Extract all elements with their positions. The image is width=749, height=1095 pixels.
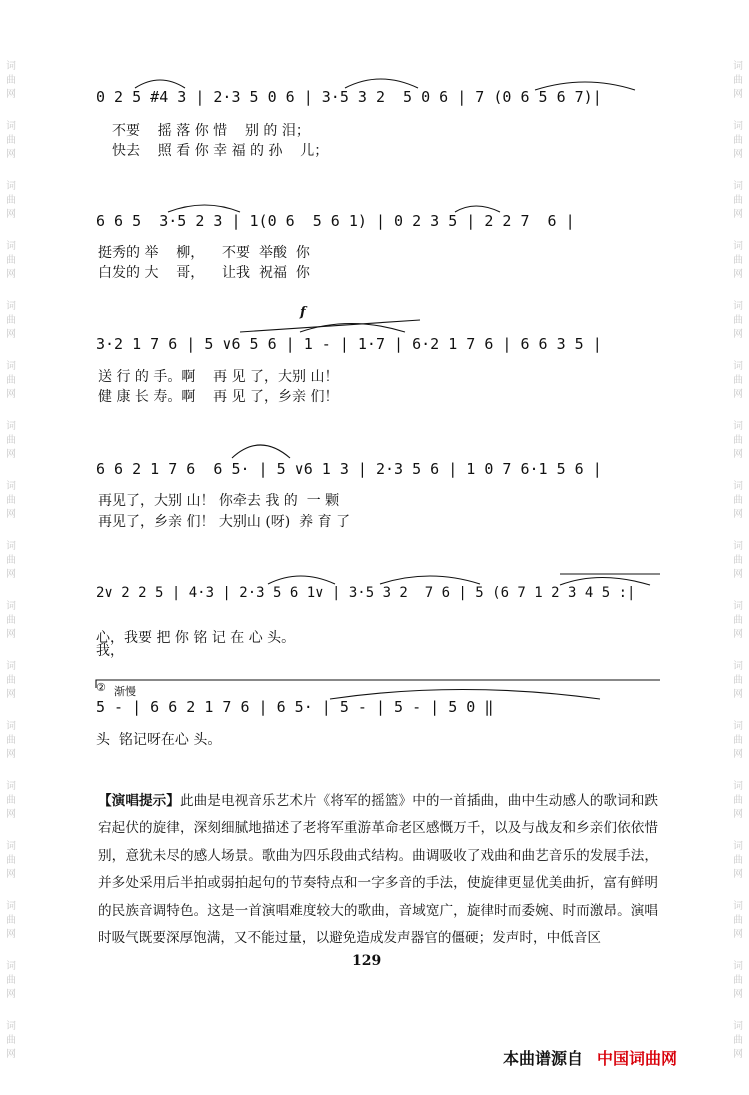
watermark-char: 网 xyxy=(6,929,16,940)
watermark-char: 词 xyxy=(733,1021,743,1032)
watermark-char: 网 xyxy=(733,389,743,400)
watermark-mark xyxy=(0,780,22,822)
watermark-mark xyxy=(727,600,749,642)
watermark-char: 曲 xyxy=(6,615,16,626)
watermark-char: 网 xyxy=(6,389,16,400)
watermark-mark xyxy=(727,960,749,1002)
watermark-char: 网 xyxy=(6,89,16,100)
watermark-char: 网 xyxy=(6,989,16,1000)
watermark-char: 网 xyxy=(733,809,743,820)
watermark-char: 词 xyxy=(733,781,743,792)
watermark-char: 网 xyxy=(6,749,16,760)
watermark-char: 曲 xyxy=(733,195,743,206)
footer-source-label: 本曲谱源自 xyxy=(503,1049,584,1068)
watermark-mark xyxy=(727,1020,749,1062)
watermark-char: 网 xyxy=(6,869,16,880)
lyrics-verse-1: 不要 摇 落 你 惜 别 的 泪； xyxy=(112,123,310,139)
watermark-char: 网 xyxy=(733,989,743,1000)
watermark-char: 网 xyxy=(6,689,16,700)
watermark-char: 网 xyxy=(733,629,743,640)
watermark-char: 曲 xyxy=(733,675,743,686)
watermark-mark xyxy=(727,120,749,162)
watermark-mark xyxy=(0,240,22,282)
watermark-char: 词 xyxy=(733,421,743,432)
watermark-char: 词 xyxy=(6,1021,16,1032)
watermark-mark xyxy=(0,120,22,162)
watermark-mark xyxy=(0,960,22,1002)
watermark-mark xyxy=(727,900,749,942)
watermark-mark xyxy=(0,660,22,702)
watermark-char: 词 xyxy=(6,301,16,312)
watermark-char: 曲 xyxy=(733,315,743,326)
lyrics-verse-1: 挺秀的 举 柳， 不要 举酸 你 xyxy=(98,245,310,261)
watermark-mark xyxy=(0,480,22,522)
watermark-char: 网 xyxy=(6,209,16,220)
watermark-char: 词 xyxy=(6,121,16,132)
page-number: 129 xyxy=(352,953,382,969)
notes-line: 6 6 2 1 7 6 6 5· | 5 ∨6 1 3 | 2·3 5 6 | 1 0 7 6·1 5 6 | xyxy=(96,460,602,478)
lyrics-verse-1: 送 行 的 手。啊 再 见 了，大别 山！ xyxy=(98,369,339,385)
watermark-char: 曲 xyxy=(6,375,16,386)
tips-label: 【演唱提示】 xyxy=(98,793,180,809)
watermark-char: 网 xyxy=(6,629,16,640)
watermark-char: 词 xyxy=(733,721,743,732)
watermark-mark xyxy=(727,360,749,402)
watermark-char: 曲 xyxy=(733,915,743,926)
watermark-char: 曲 xyxy=(733,855,743,866)
watermark-char: 词 xyxy=(6,721,16,732)
watermark-mark xyxy=(727,480,749,522)
watermark-char: 词 xyxy=(6,61,16,72)
notes-line: 0 2 5 #4 3 | 2·3 5 0 6 | 3·5 3 2 5 0 6 | 7 (0 6 5 6 7)| xyxy=(96,88,602,106)
watermark-char: 网 xyxy=(6,329,16,340)
watermark-char: 词 xyxy=(6,661,16,672)
watermark-char: 曲 xyxy=(6,735,16,746)
watermark-char: 词 xyxy=(6,961,16,972)
watermark-char: 曲 xyxy=(733,555,743,566)
watermark-char: 曲 xyxy=(6,555,16,566)
watermark-char: 曲 xyxy=(733,735,743,746)
watermark-char: 曲 xyxy=(733,495,743,506)
watermark-char: 曲 xyxy=(733,615,743,626)
watermark-mark xyxy=(0,300,22,342)
watermark-mark xyxy=(0,600,22,642)
watermark-char: 曲 xyxy=(733,255,743,266)
watermark-char: 词 xyxy=(6,601,16,612)
watermark-char: 曲 xyxy=(6,195,16,206)
watermark-char: 词 xyxy=(733,481,743,492)
watermark-char: 词 xyxy=(6,841,16,852)
watermark-char: 网 xyxy=(733,269,743,280)
lyrics-verse-1: 心，我要 把 你 铭 记 在 心 头。 xyxy=(96,630,296,646)
watermark-mark xyxy=(727,300,749,342)
watermark-char: 网 xyxy=(733,689,743,700)
watermark-char: 词 xyxy=(6,541,16,552)
watermark-char: 词 xyxy=(6,901,16,912)
watermark-char: 网 xyxy=(6,509,16,520)
watermark-char: 曲 xyxy=(6,315,16,326)
watermark-char: 词 xyxy=(733,901,743,912)
watermark-mark xyxy=(0,540,22,582)
watermark-char: 词 xyxy=(733,361,743,372)
watermark-char: 网 xyxy=(6,1049,16,1060)
watermark-char: 网 xyxy=(733,89,743,100)
watermark-char: 曲 xyxy=(6,435,16,446)
watermark-char: 词 xyxy=(733,61,743,72)
watermark-char: 网 xyxy=(733,509,743,520)
watermark-right xyxy=(727,0,749,1095)
watermark-mark xyxy=(727,540,749,582)
watermark-char: 词 xyxy=(733,961,743,972)
watermark-mark xyxy=(727,60,749,102)
watermark-char: 曲 xyxy=(6,255,16,266)
watermark-mark xyxy=(727,780,749,822)
watermark-char: 曲 xyxy=(733,975,743,986)
watermark-char: 网 xyxy=(6,569,16,580)
watermark-left xyxy=(0,0,22,1095)
watermark-char: 网 xyxy=(733,149,743,160)
watermark-char: 曲 xyxy=(6,495,16,506)
watermark-char: 词 xyxy=(733,121,743,132)
notes-line: 3·2 1 7 6 | 5 ∨6 5 6 | 1 - | 1·7 | 6·2 1 7 6 | 6 6 3 5 | xyxy=(96,335,602,353)
watermark-mark xyxy=(727,660,749,702)
watermark-mark xyxy=(0,60,22,102)
watermark-char: 词 xyxy=(6,241,16,252)
watermark-mark xyxy=(727,720,749,762)
watermark-char: 词 xyxy=(733,661,743,672)
watermark-char: 网 xyxy=(6,449,16,460)
watermark-mark xyxy=(0,840,22,882)
lyrics-verse-2: 健 康 长 寿。啊 再 见 了，乡亲 们！ xyxy=(98,389,339,405)
watermark-char: 词 xyxy=(6,181,16,192)
watermark-char: 词 xyxy=(733,541,743,552)
tempo-mark: 渐慢 xyxy=(114,685,136,698)
watermark-char: 曲 xyxy=(6,855,16,866)
watermark-char: 曲 xyxy=(733,75,743,86)
watermark-char: 曲 xyxy=(733,435,743,446)
watermark-mark xyxy=(727,180,749,222)
ending-mark: ② xyxy=(96,681,106,694)
watermark-mark xyxy=(0,900,22,942)
performance-tips xyxy=(98,788,658,952)
watermark-char: 词 xyxy=(6,781,16,792)
watermark-char: 网 xyxy=(733,449,743,460)
watermark-char: 曲 xyxy=(6,1035,16,1046)
watermark-char: 曲 xyxy=(6,675,16,686)
watermark-mark xyxy=(727,240,749,282)
notes-line: 5 - | 6 6 2 1 7 6 | 6 5· | 5 - | 5 - | 5 0 ‖ xyxy=(96,698,494,716)
watermark-mark xyxy=(727,840,749,882)
watermark-char: 曲 xyxy=(733,375,743,386)
watermark-mark xyxy=(0,360,22,402)
watermark-char: 曲 xyxy=(6,135,16,146)
watermark-char: 曲 xyxy=(6,975,16,986)
watermark-char: 网 xyxy=(6,809,16,820)
watermark-char: 词 xyxy=(6,481,16,492)
watermark-char: 词 xyxy=(733,181,743,192)
footer-source xyxy=(503,1046,677,1069)
watermark-char: 网 xyxy=(733,569,743,580)
watermark-char: 曲 xyxy=(6,915,16,926)
watermark-char: 曲 xyxy=(733,795,743,806)
watermark-char: 网 xyxy=(733,869,743,880)
footer-site-link[interactable]: 中国词曲网 xyxy=(597,1049,678,1068)
watermark-char: 词 xyxy=(6,361,16,372)
watermark-char: 词 xyxy=(733,301,743,312)
watermark-char: 曲 xyxy=(733,135,743,146)
watermark-char: 网 xyxy=(6,149,16,160)
watermark-char: 网 xyxy=(733,1049,743,1060)
watermark-mark xyxy=(0,1020,22,1062)
watermark-char: 词 xyxy=(733,601,743,612)
watermark-char: 曲 xyxy=(6,795,16,806)
watermark-mark xyxy=(0,420,22,462)
watermark-mark xyxy=(0,180,22,222)
lyrics-verse-2: 我， xyxy=(96,643,124,659)
notes-line: 6 6 5 3·5 2 3 | 1(0 6 5 6 1) | 0 2 3 5 | 2 2 7 6 | xyxy=(96,212,575,230)
watermark-char: 网 xyxy=(733,209,743,220)
watermark-char: 网 xyxy=(733,329,743,340)
watermark-mark xyxy=(727,420,749,462)
lyrics-verse-2: 再见了，乡亲 们！ 大别山 (呀) 养 育 了 xyxy=(98,514,351,530)
watermark-char: 曲 xyxy=(6,75,16,86)
tips-text: 此曲是电视音乐艺术片《将军的摇篮》中的一首插曲，曲中生动感人的歌词和跌宕起伏的旋律，深刻细腻地描述了老将军重游革命老区感慨万千，以及与战友和乡亲们依依惜别，意犹未尽的感人场景。歌曲为四乐段曲式结构。曲调吸收了戏曲和曲艺音乐的发展手法，并多处采用后半拍或弱拍起句的节奏特点和一字多音的手法，使旋律更显优美曲折，富有鲜明的民族音调特色。这是一首演唱难度较大的歌曲，音域宽广，旋律时而委婉、时而激昂。演唱时吸气既要深厚饱满，又不能过量，以避免造成发声器官的僵硬；发声时，中低音区 xyxy=(98,793,659,947)
watermark-char: 网 xyxy=(733,929,743,940)
watermark-char: 词 xyxy=(733,241,743,252)
dynamic-mark: f xyxy=(300,305,306,320)
lyrics-verse-2: 白发的 大 哥， 让我 祝福 你 xyxy=(98,265,310,281)
lyrics-verse-1: 头 铭记呀在心 头。 xyxy=(96,732,222,748)
watermark-char: 曲 xyxy=(733,1035,743,1046)
watermark-char: 网 xyxy=(733,749,743,760)
lyrics-verse-2: 快去 照 看 你 幸 福 的 孙 儿； xyxy=(112,143,329,159)
notes-line: 2∨ 2 2 5 | 4·3 | 2·3 5 6 1∨ | 3·5 3 2 7 6 | 5 (6 7 1 2 3 4 5 :| xyxy=(96,585,636,601)
lyrics-verse-1: 再见了，大别 山！ 你牵去 我 的 一 颗 xyxy=(98,493,340,509)
watermark-char: 词 xyxy=(733,841,743,852)
watermark-char: 词 xyxy=(6,421,16,432)
watermark-char: 网 xyxy=(6,269,16,280)
watermark-mark xyxy=(0,720,22,762)
